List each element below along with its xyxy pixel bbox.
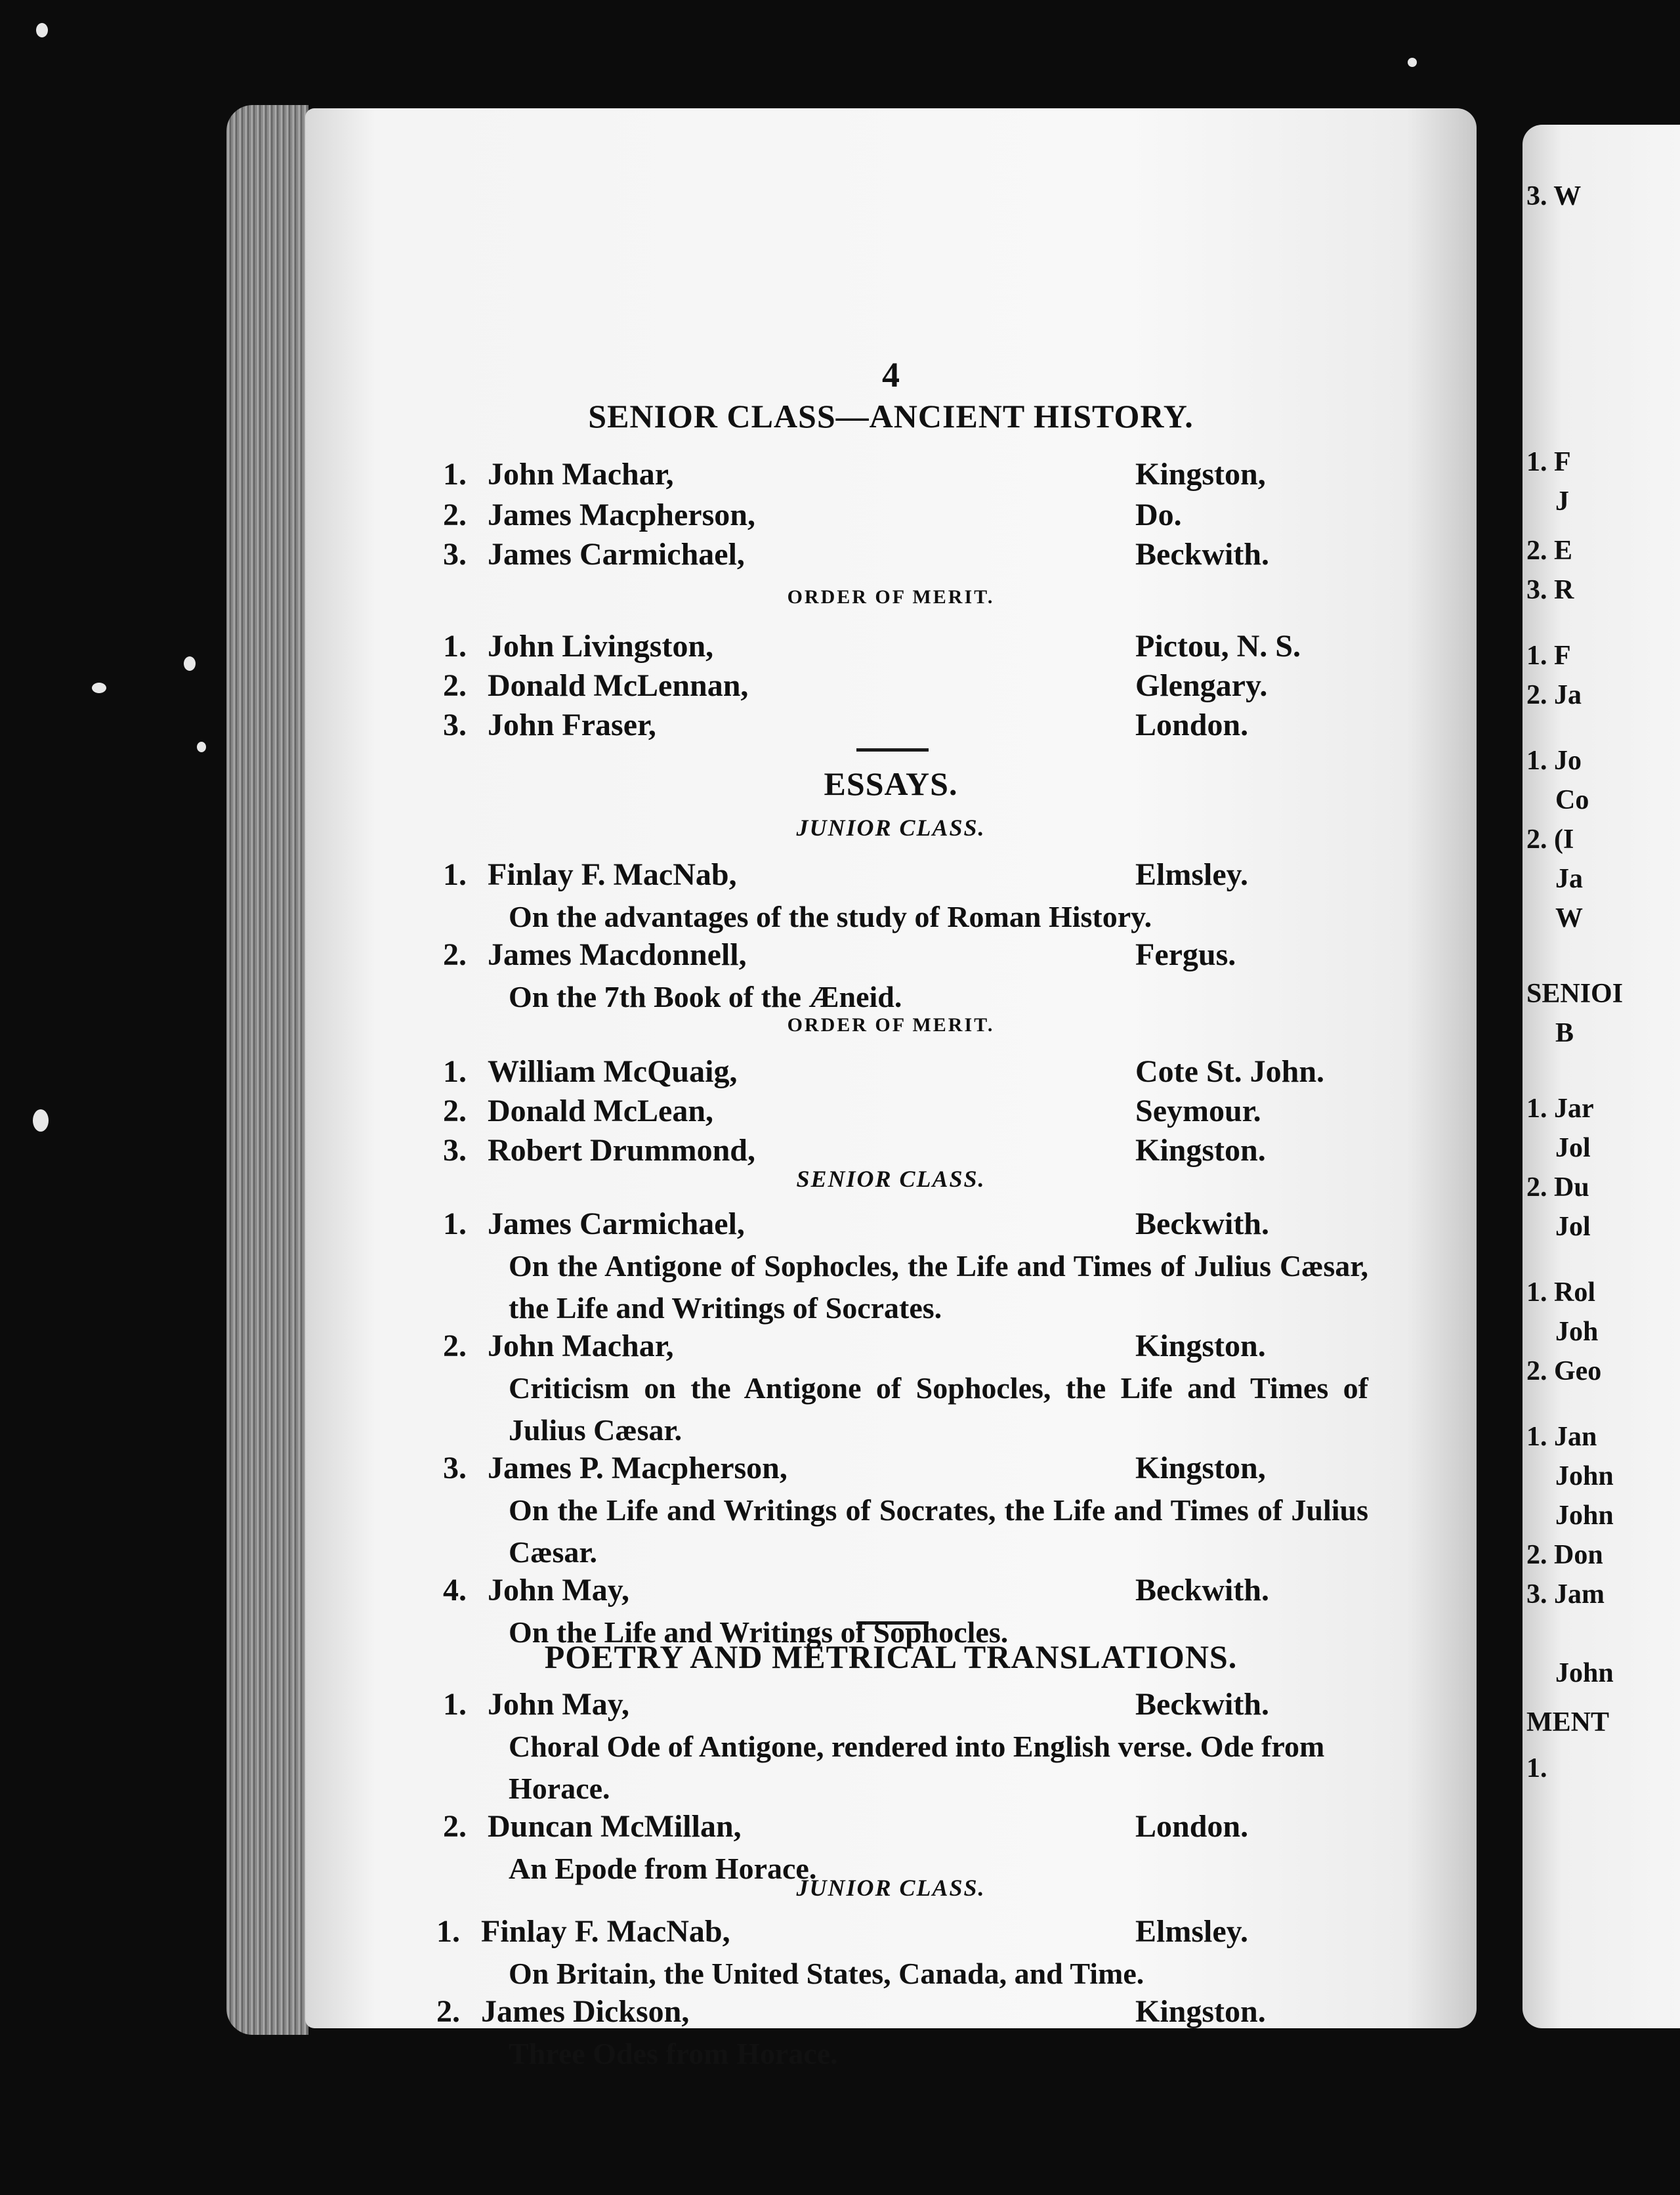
list-item [305, 456, 1477, 498]
facing-page-text: B [1555, 1018, 1574, 1048]
facing-page-text: MENT [1526, 1707, 1609, 1737]
speck [92, 683, 106, 693]
student-hometown: Kingston. [1135, 1133, 1266, 1168]
entry-description: On the Antigone of Sophocles, the Life and Times of Julius Cæsar, the Life and Writings of Socrates. [509, 1249, 1368, 1325]
entry-number: 1. [443, 1206, 467, 1241]
student-name: James P. Macpherson, [488, 1451, 788, 1485]
student-hometown: Beckwith. [1135, 1573, 1269, 1608]
facing-page-text: 2. E [1526, 536, 1573, 566]
junior-class-label: JUNIOR CLASS. [796, 815, 986, 841]
poetry-heading: POETRY AND METRICAL TRANSLATIONS. [544, 1638, 1238, 1675]
entry-number: 1. [443, 1687, 467, 1722]
facing-page-text: Jol [1555, 1133, 1591, 1163]
entry-number: 2. [436, 1994, 460, 2029]
order-of-merit-label: ORDER OF MERIT. [787, 586, 995, 608]
facing-page-text: John [1555, 1461, 1614, 1491]
list-item [305, 536, 1477, 578]
junior-class-label: JUNIOR CLASS. [796, 1875, 986, 1901]
essays-heading: ESSAYS. [824, 765, 958, 802]
entry-number: 3. [443, 1133, 467, 1168]
entry-description: On the Life and Writings of Socrates, the Life and Times of Julius Cæsar. [509, 1493, 1368, 1569]
facing-page [1522, 125, 1680, 2028]
entry-description: Criticism on the Antigone of Sophocles, the Life and Times of Julius Cæsar. [509, 1371, 1368, 1447]
entry-description: Three Odes from Horace. [509, 2037, 838, 2070]
student-name: James Macdonnell, [488, 937, 747, 972]
student-name: Donald McLennan, [488, 668, 749, 703]
student-hometown: Kingston. [1135, 1994, 1266, 2029]
order-of-merit-label: ORDER OF MERIT. [787, 1014, 995, 1036]
facing-page-text: 1. F [1526, 447, 1571, 477]
list-item [305, 1093, 1477, 1135]
speck [184, 656, 196, 671]
student-name: John Livingston, [488, 629, 714, 664]
entry-description: On the 7th Book of the Æneid. [509, 980, 902, 1013]
student-hometown: Beckwith. [1135, 1687, 1269, 1722]
facing-page-text: 1. Jan [1526, 1422, 1597, 1452]
list-item [305, 1450, 1477, 1492]
speck [33, 1109, 49, 1132]
entry-description: An Epode from Horace. [509, 1852, 817, 1885]
student-name: John May, [488, 1573, 630, 1608]
student-hometown: Beckwith. [1135, 1206, 1269, 1241]
student-name: Donald McLean, [488, 1094, 714, 1128]
facing-page-text: 3. R [1526, 575, 1574, 605]
book-page-edges [226, 105, 308, 2035]
page-number: 4 [882, 355, 900, 394]
list-item [305, 1132, 1477, 1174]
book-page [305, 108, 1477, 2070]
student-name: James Dickson, [481, 1994, 690, 2029]
list-item [305, 1054, 1477, 1096]
student-hometown: Fergus. [1135, 937, 1236, 972]
student-hometown: London. [1135, 1809, 1249, 1844]
speck [36, 23, 48, 37]
student-name: James Carmichael, [488, 537, 745, 572]
entry-number: 3. [443, 708, 467, 742]
student-name: Finlay F. MacNab, [481, 1914, 730, 1949]
speck [197, 742, 206, 752]
student-hometown: Do. [1135, 498, 1182, 532]
facing-page-text: 2. (I [1526, 824, 1574, 855]
entry-number: 1. [443, 629, 467, 664]
student-name: James Macpherson, [488, 498, 755, 532]
entry-number: 2. [443, 937, 467, 972]
facing-page-text: 1. Jar [1526, 1094, 1594, 1124]
facing-page-text: John [1555, 1501, 1614, 1531]
student-hometown: Seymour. [1135, 1094, 1261, 1128]
student-hometown: Cote St. John. [1135, 1054, 1325, 1089]
list-item [305, 1913, 1477, 1955]
facing-page-text: Joh [1555, 1317, 1599, 1347]
facing-page-text: 2. Ja [1526, 680, 1582, 710]
list-item [305, 857, 1477, 899]
list-item [305, 1572, 1477, 1614]
student-name: James Carmichael, [488, 1206, 745, 1241]
entry-number: 3. [443, 1451, 467, 1485]
list-item [305, 668, 1477, 710]
facing-page-text: 2. Don [1526, 1540, 1603, 1570]
student-hometown: Elmsley. [1135, 1914, 1249, 1949]
facing-page-text: 2. Du [1526, 1172, 1589, 1203]
entry-number: 2. [443, 668, 467, 703]
entry-number: 2. [443, 1329, 467, 1363]
facing-page-text: 1. [1526, 1753, 1547, 1783]
facing-page-text: W [1555, 903, 1583, 933]
list-item [305, 628, 1477, 670]
list-item [305, 1993, 1477, 2035]
student-hometown: Pictou, N. S. [1135, 629, 1301, 664]
list-item [305, 1206, 1477, 1248]
ancient-history-heading: SENIOR CLASS—ANCIENT HISTORY. [588, 398, 1194, 435]
entry-description: On the advantages of the study of Roman History. [509, 900, 1152, 933]
student-hometown: Kingston. [1135, 1329, 1266, 1363]
facing-page-text: Ja [1555, 864, 1583, 894]
facing-page-text: J [1555, 486, 1569, 517]
student-name: Duncan McMillan, [488, 1809, 742, 1844]
student-hometown: Glengary. [1135, 668, 1268, 703]
entry-number: 2. [443, 1809, 467, 1844]
entry-number: 4. [443, 1573, 467, 1608]
entry-number: 3. [443, 537, 467, 572]
list-item [305, 1686, 1477, 1728]
student-hometown: Kingston, [1135, 1451, 1266, 1485]
senior-class-label: SENIOR CLASS. [796, 1166, 986, 1192]
facing-page-text: 3. W [1526, 181, 1582, 211]
entry-number: 1. [443, 457, 467, 492]
facing-page-text: 1. F [1526, 641, 1571, 671]
student-hometown: Elmsley. [1135, 857, 1249, 892]
list-item [305, 1808, 1477, 1850]
list-item [305, 497, 1477, 539]
student-name: William McQuaig, [488, 1054, 738, 1089]
entry-number: 2. [443, 498, 467, 532]
facing-page-text: 2. Geo [1526, 1356, 1602, 1386]
student-name: Finlay F. MacNab, [488, 857, 737, 892]
entry-description: Choral Ode of Antigone, rendered into English verse. Ode from Horace. [509, 1730, 1325, 1805]
student-name: John Fraser, [488, 708, 656, 742]
entry-number: 1. [436, 1914, 460, 1949]
student-hometown: London. [1135, 708, 1249, 742]
entry-number: 2. [443, 1094, 467, 1128]
entry-description: On the Life and Writings of Sophocles. [509, 1615, 1009, 1649]
student-name: John Machar, [488, 457, 674, 492]
list-item [305, 937, 1477, 979]
student-name: Robert Drummond, [488, 1133, 755, 1168]
facing-page-text: 1. Jo [1526, 746, 1582, 776]
facing-page-text: John [1555, 1658, 1614, 1688]
facing-page-text: Jol [1555, 1212, 1591, 1242]
student-name: John Machar, [488, 1329, 674, 1363]
list-item [305, 1328, 1477, 1370]
entry-number: 1. [443, 857, 467, 892]
entry-description: On Britain, the United States, Canada, and Time. [509, 1957, 1144, 1990]
facing-page-text: Co [1555, 785, 1589, 815]
facing-page-text: 3. Jam [1526, 1579, 1605, 1609]
student-hometown: Beckwith. [1135, 537, 1269, 572]
speck [1408, 58, 1417, 67]
list-item [305, 707, 1477, 749]
student-name: John May, [488, 1687, 630, 1722]
entry-number: 1. [443, 1054, 467, 1089]
facing-page-text: SENIOI [1526, 979, 1624, 1009]
student-hometown: Kingston, [1135, 457, 1266, 492]
facing-page-text: 1. Rol [1526, 1277, 1595, 1308]
